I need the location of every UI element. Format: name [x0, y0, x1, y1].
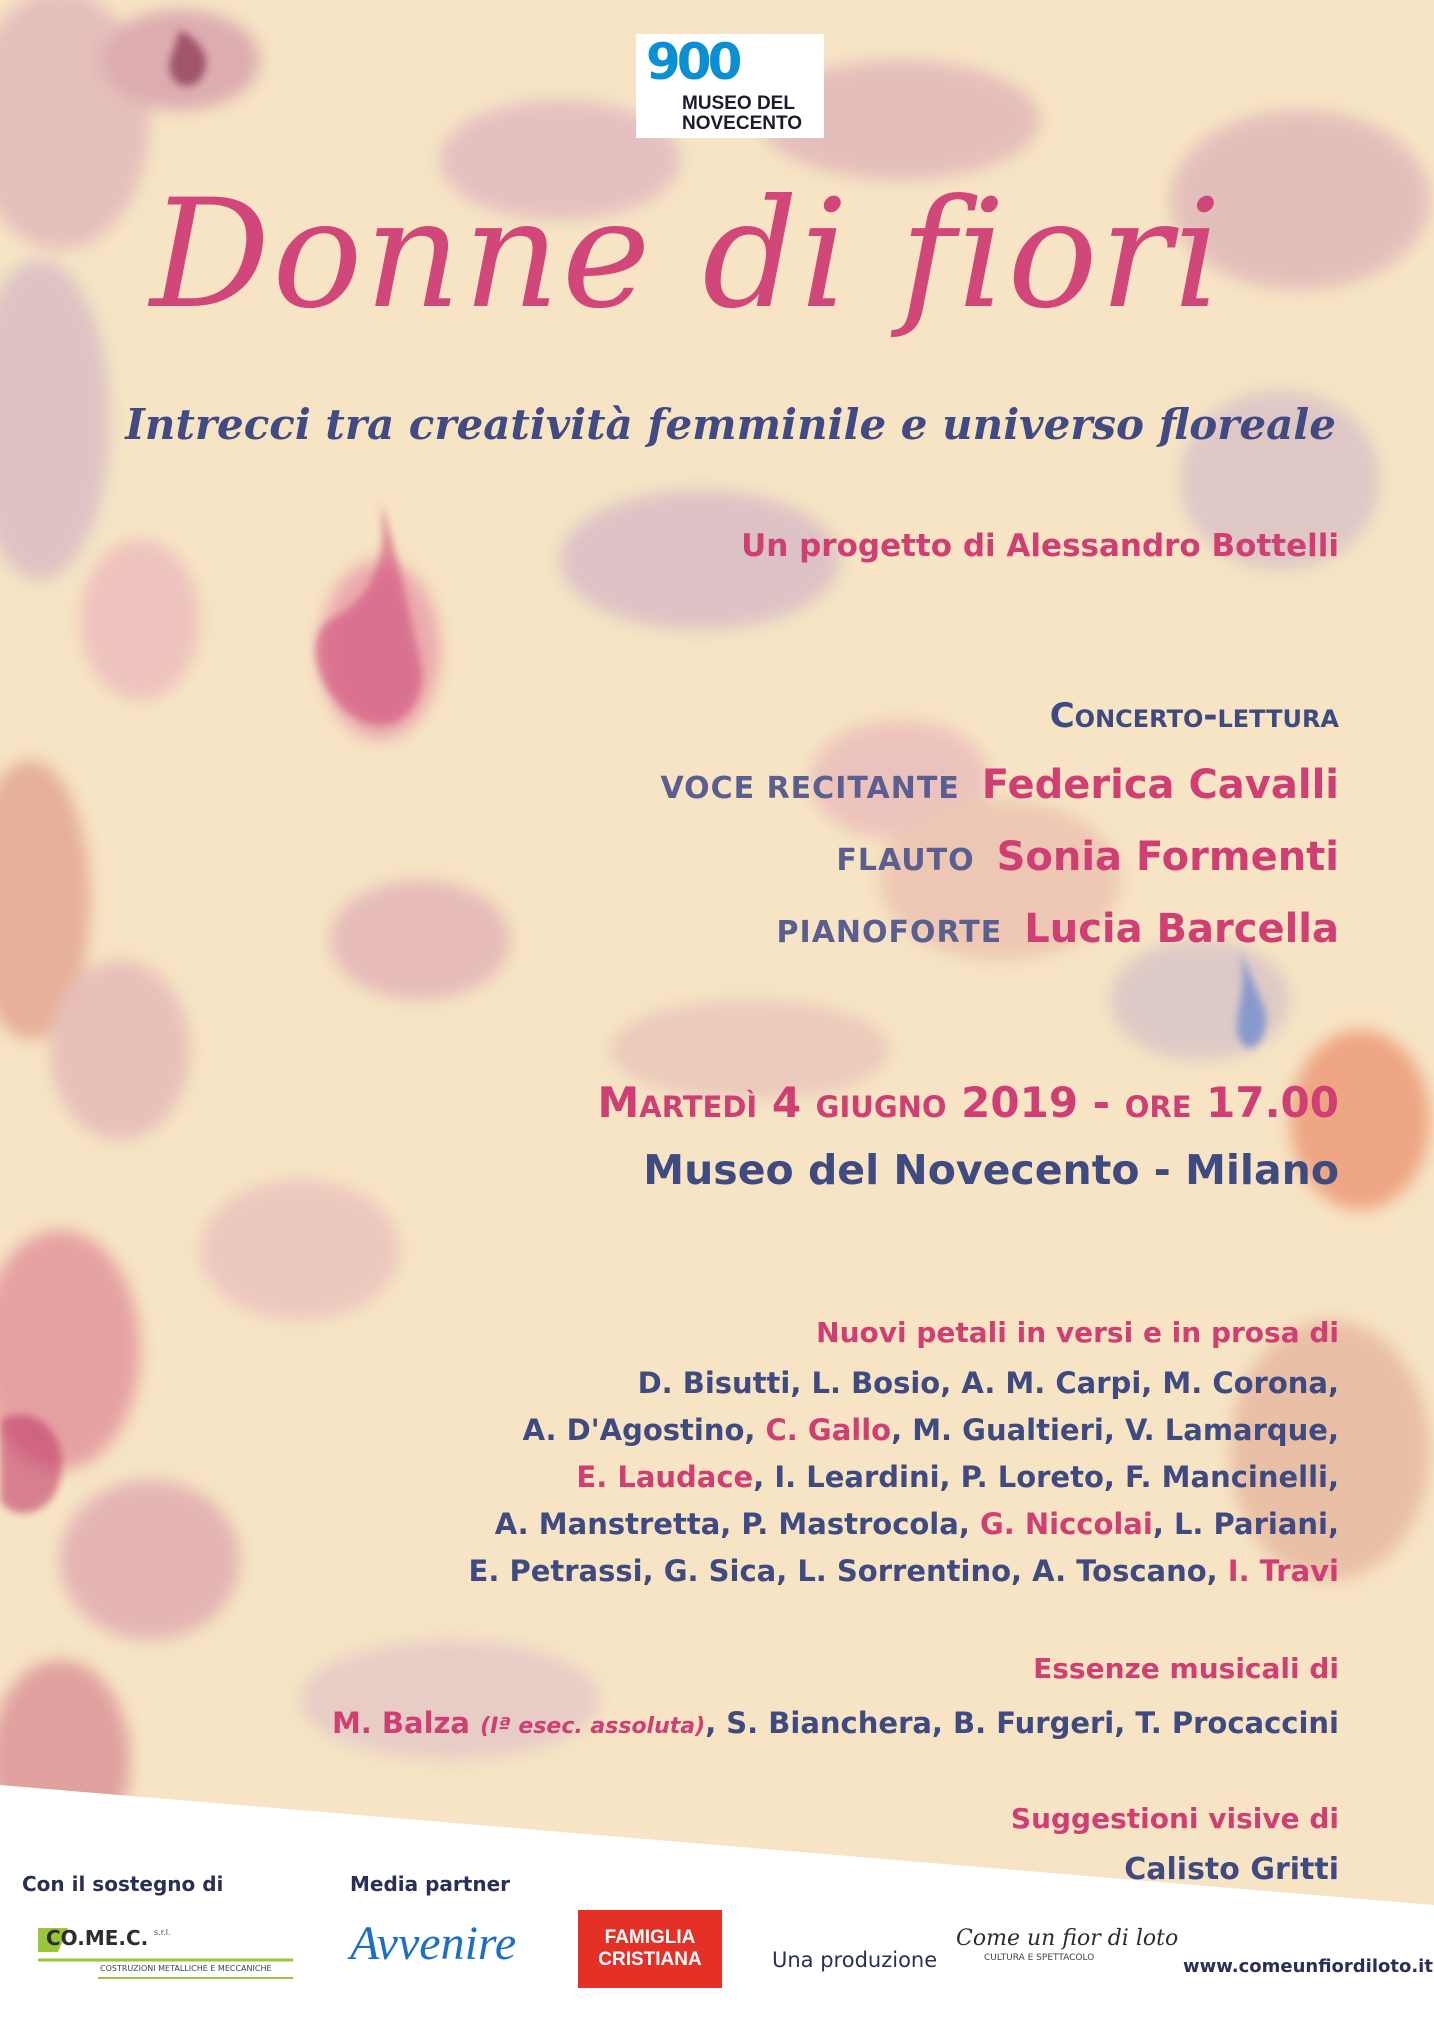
logo-line-2: NOVECENTO — [682, 113, 803, 134]
famiglia-cristiana-logo — [578, 1910, 722, 1988]
composers-line — [332, 1706, 1339, 1740]
avvenire-logo: Avvenire — [350, 1917, 517, 1970]
logo-number: 900 — [646, 33, 739, 91]
premiere-note: (Iª esec. assoluta) — [480, 1714, 706, 1739]
author-highlighted: G. Niccolai — [979, 1507, 1153, 1541]
composer-premiere: M. Balza — [331, 1706, 470, 1740]
performer-role: PIANOFORTE — [776, 915, 1003, 950]
event-date: Martedì 4 giugno 2019 - ore 17.00 — [597, 1078, 1339, 1127]
composers-rest: , S. Bianchera, B. Furgeri, T. Procaccini — [705, 1706, 1339, 1740]
author-names: D. Bisutti, L. Bosio, A. M. Carpi, M. Corona, — [637, 1366, 1339, 1400]
authors-line — [576, 1460, 1339, 1494]
event-venue: Museo del Novecento - Milano — [643, 1146, 1339, 1194]
museo-del-novecento-logo — [636, 34, 824, 138]
authors-line — [638, 1366, 1339, 1400]
support-label: Con il sostegno di — [22, 1872, 224, 1896]
author-names: E. Petrassi, G. Sica, L. Sorrentino, A. Toscano, — [468, 1554, 1228, 1588]
author-names: A. D'Agostino, — [522, 1413, 766, 1447]
comec-logo — [38, 1922, 298, 1984]
music-heading: Essenze musicali di — [1033, 1652, 1339, 1685]
come-un-fior-di-loto-logo — [956, 1926, 1179, 1988]
production-label: Una produzione — [772, 1948, 938, 1972]
performer-row-3 — [777, 906, 1339, 952]
petals-heading: Nuovi petali in versi e in prosa di — [816, 1316, 1339, 1349]
comec-name: CO.ME.C. — [46, 1926, 149, 1950]
performer-name: Federica Cavalli — [981, 762, 1339, 808]
author-highlighted: C. Gallo — [765, 1413, 892, 1447]
famiglia-line-2: CRISTIANA — [598, 1949, 702, 1970]
authors-line — [523, 1413, 1339, 1447]
performer-role: VOCE RECITANTE — [660, 771, 960, 806]
website-link[interactable]: www.comeunfiordiloto.it — [1183, 1956, 1433, 1977]
author-highlighted: E. Laudace — [576, 1460, 754, 1494]
comec-srl: s.r.l. — [154, 1928, 171, 1937]
visual-artist: Calisto Gritti — [1124, 1852, 1339, 1887]
loto-name: Come un fior di loto — [956, 1926, 1179, 1951]
author-names: A. Manstretta, P. Mastrocola, — [494, 1507, 980, 1541]
author-names: , L. Pariani, — [1152, 1507, 1339, 1541]
project-credit: Un progetto di Alessandro Bottelli — [741, 528, 1339, 564]
visual-heading: Suggestioni visive di — [1010, 1802, 1339, 1835]
performer-name: Sonia Formenti — [996, 834, 1339, 880]
poster-subtitle: Intrecci tra creatività femminile e universo floreale — [125, 400, 1336, 449]
comec-subtitle: COSTRUZIONI METALLICHE E MECCANICHE — [100, 1964, 272, 1973]
author-names: , I. Leardini, P. Loreto, F. Mancinelli, — [753, 1460, 1339, 1494]
author-names: , M. Gualtieri, V. Lamarque, — [891, 1413, 1339, 1447]
performer-role: FLAUTO — [836, 843, 975, 878]
poster-title: Donne di fiori — [150, 168, 1224, 342]
logo-line-1: MUSEO DEL — [682, 93, 795, 114]
author-highlighted: I. Travi — [1227, 1554, 1339, 1588]
performer-row-2 — [836, 834, 1339, 880]
loto-subtitle: CULTURA E SPETTACOLO — [984, 1953, 1095, 1963]
performer-row-1 — [660, 762, 1339, 808]
media-partner-label: Media partner — [350, 1872, 510, 1896]
authors-line — [469, 1554, 1339, 1588]
concert-type: Concerto-lettura — [1049, 696, 1339, 736]
authors-line — [495, 1507, 1339, 1541]
performer-name: Lucia Barcella — [1024, 906, 1339, 952]
famiglia-line-1: FAMIGLIA — [604, 1927, 696, 1948]
